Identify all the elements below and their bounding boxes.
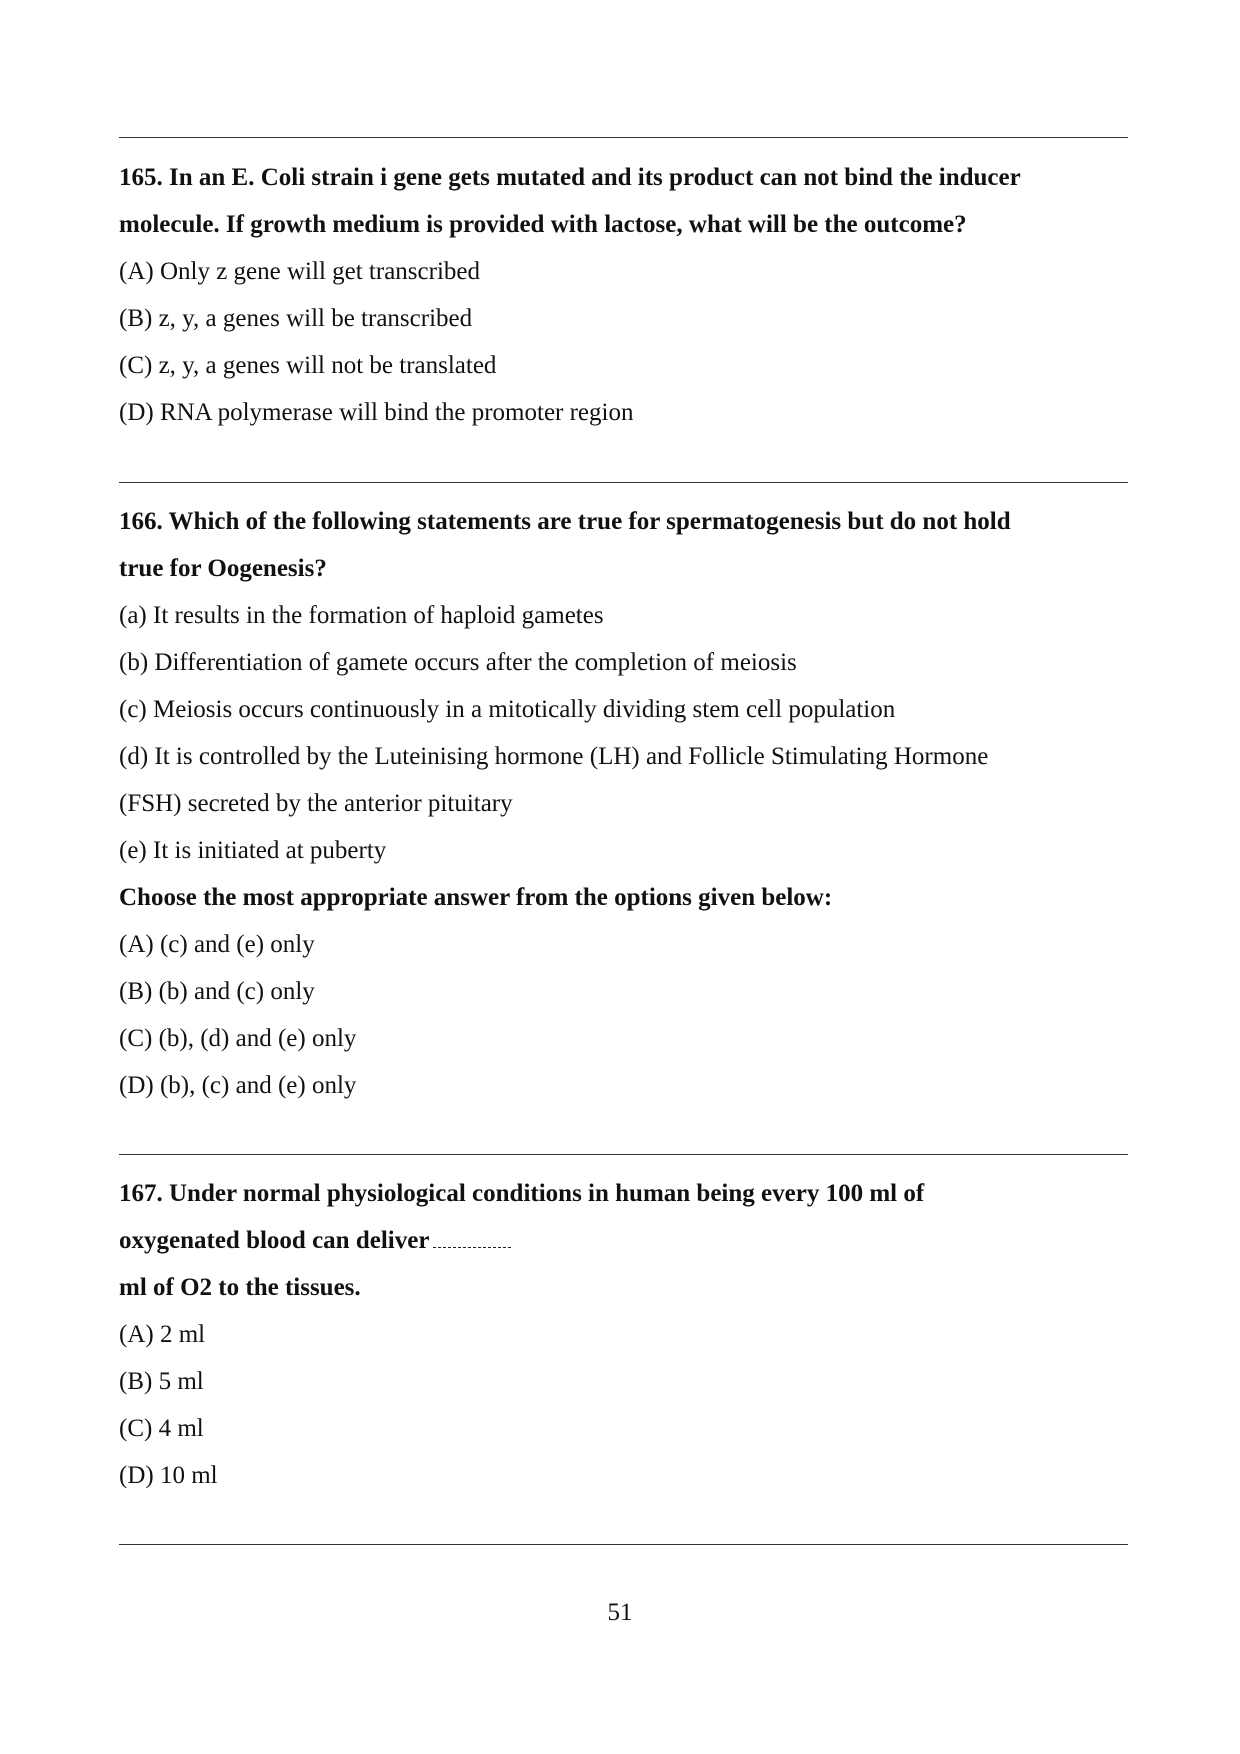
- question-167-stem-line-1: 167. Under normal physiological conditions in human being every 100 ml of: [119, 1180, 925, 1207]
- question-167-stem-line-2: [119, 1226, 511, 1256]
- question-166-statement-c: (c) Meiosis occurs continuously in a mitotically dividing stem cell population: [119, 696, 896, 723]
- question-166-statement-b: (b) Differentiation of gamete occurs after the completion of meiosis: [119, 649, 797, 676]
- question-167-option-c: (C) 4 ml: [119, 1415, 204, 1442]
- question-165-stem-line-2: molecule. If growth medium is provided with lactose, what will be the outcome?: [119, 211, 967, 238]
- question-166-stem-line-2: true for Oogenesis?: [119, 555, 327, 582]
- question-166-stem-line-1: 166. Which of the following statements are true for spermatogenesis but do not hold: [119, 508, 1011, 535]
- question-166-option-a: (A) (c) and (e) only: [119, 931, 315, 958]
- bottom-divider: [119, 1544, 1128, 1545]
- question-166-instruction: Choose the most appropriate answer from the options given below:: [119, 884, 833, 911]
- question-166-statement-e: (e) It is initiated at puberty: [119, 837, 387, 864]
- question-167-option-b: (B) 5 ml: [119, 1368, 204, 1395]
- question-166-statement-a: (a) It results in the formation of haploid gametes: [119, 602, 604, 629]
- question-167-stem-line-2-text: oxygenated blood can deliver: [119, 1227, 430, 1254]
- divider-165-166: [119, 482, 1128, 483]
- question-166-option-b: (B) (b) and (c) only: [119, 978, 315, 1005]
- question-165-option-b: (B) z, y, a genes will be transcribed: [119, 305, 473, 332]
- question-167-option-d: (D) 10 ml: [119, 1462, 218, 1489]
- question-166-statement-d-line-2: (FSH) secreted by the anterior pituitary: [119, 790, 513, 817]
- question-166-option-d: (D) (b), (c) and (e) only: [119, 1072, 357, 1099]
- question-165-option-d: (D) RNA polymerase will bind the promoter region: [119, 399, 634, 426]
- question-166-option-c: (C) (b), (d) and (e) only: [119, 1025, 357, 1052]
- question-165-stem-line-1: 165. In an E. Coli strain i gene gets mutated and its product can not bind the inducer: [119, 164, 1021, 191]
- question-167-stem-line-3: ml of O2 to the tissues.: [119, 1274, 361, 1301]
- question-165-option-c: (C) z, y, a genes will not be translated: [119, 352, 497, 379]
- question-166-statement-d-line-1: (d) It is controlled by the Luteinising hormone (LH) and Follicle Stimulating Hormone: [119, 743, 989, 770]
- top-divider: [119, 137, 1128, 138]
- question-167-option-a: (A) 2 ml: [119, 1321, 206, 1348]
- page-number: 51: [607, 1599, 633, 1626]
- answer-blank: [433, 1233, 511, 1248]
- divider-166-167: [119, 1154, 1128, 1155]
- question-165-option-a: (A) Only z gene will get transcribed: [119, 258, 480, 285]
